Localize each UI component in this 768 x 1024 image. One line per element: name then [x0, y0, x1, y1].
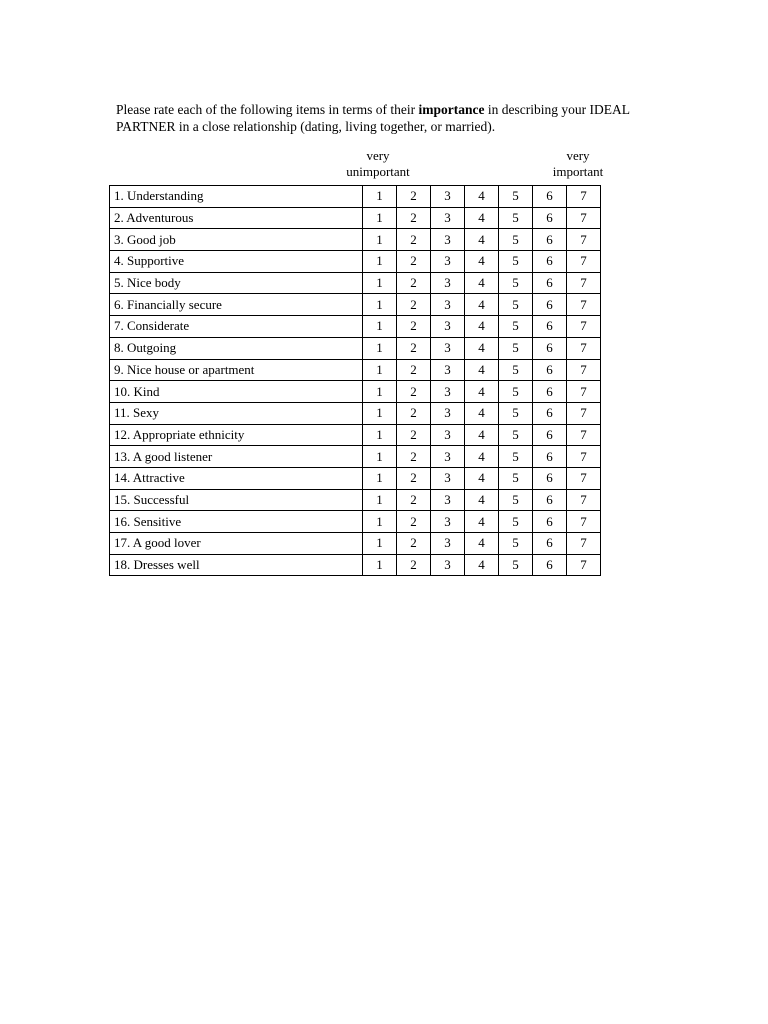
rating-option-1[interactable]: 1 — [363, 381, 397, 403]
rating-option-5[interactable]: 5 — [499, 359, 533, 381]
rating-option-7[interactable]: 7 — [567, 294, 601, 316]
rating-option-1[interactable]: 1 — [363, 229, 397, 251]
rating-option-6[interactable]: 6 — [533, 489, 567, 511]
rating-option-3[interactable]: 3 — [431, 359, 465, 381]
rating-option-1[interactable]: 1 — [363, 186, 397, 208]
rating-option-7[interactable]: 7 — [567, 446, 601, 468]
rating-option-3[interactable]: 3 — [431, 489, 465, 511]
instructions-emphasis: importance — [418, 102, 485, 117]
table-row — [110, 467, 601, 489]
item-label: 6. Financially secure — [110, 294, 363, 316]
rating-option-1[interactable]: 1 — [363, 316, 397, 338]
rating-option-6[interactable]: 6 — [533, 381, 567, 403]
rating-option-7[interactable]: 7 — [567, 533, 601, 555]
item-label: 8. Outgoing — [110, 337, 363, 359]
rating-option-7[interactable]: 7 — [567, 207, 601, 229]
rating-option-2[interactable]: 2 — [397, 316, 431, 338]
rating-option-6[interactable]: 6 — [533, 424, 567, 446]
rating-option-2[interactable]: 2 — [397, 381, 431, 403]
rating-option-2[interactable]: 2 — [397, 251, 431, 273]
rating-option-6[interactable]: 6 — [533, 359, 567, 381]
rating-option-6[interactable]: 6 — [533, 337, 567, 359]
rating-option-6[interactable]: 6 — [533, 186, 567, 208]
item-label: 11. Sexy — [110, 402, 363, 424]
rating-option-1[interactable]: 1 — [363, 359, 397, 381]
table-row — [110, 511, 601, 533]
rating-option-2[interactable]: 2 — [397, 424, 431, 446]
rating-option-1[interactable]: 1 — [363, 511, 397, 533]
rating-option-4[interactable]: 4 — [465, 207, 499, 229]
table-row — [110, 489, 601, 511]
item-label: 3. Good job — [110, 229, 363, 251]
rating-option-7[interactable]: 7 — [567, 337, 601, 359]
rating-option-7[interactable]: 7 — [567, 381, 601, 403]
rating-option-1[interactable]: 1 — [363, 467, 397, 489]
item-label: 2. Adventurous — [110, 207, 363, 229]
rating-option-4[interactable]: 4 — [465, 446, 499, 468]
rating-option-5[interactable]: 5 — [499, 316, 533, 338]
rating-option-5[interactable]: 5 — [499, 186, 533, 208]
rating-option-5[interactable]: 5 — [499, 251, 533, 273]
rating-option-3[interactable]: 3 — [431, 467, 465, 489]
scale-high-line1: very — [566, 148, 590, 163]
rating-option-6[interactable]: 6 — [533, 402, 567, 424]
rating-option-1[interactable]: 1 — [363, 272, 397, 294]
rating-option-6[interactable]: 6 — [533, 207, 567, 229]
rating-option-3[interactable]: 3 — [431, 554, 465, 576]
rating-option-5[interactable]: 5 — [499, 272, 533, 294]
rating-option-3[interactable]: 3 — [431, 424, 465, 446]
rating-option-3[interactable]: 3 — [431, 402, 465, 424]
rating-option-3[interactable]: 3 — [431, 251, 465, 273]
item-label: 13. A good listener — [110, 446, 363, 468]
rating-option-2[interactable]: 2 — [397, 359, 431, 381]
rating-option-4[interactable]: 4 — [465, 337, 499, 359]
rating-option-7[interactable]: 7 — [567, 229, 601, 251]
rating-option-3[interactable]: 3 — [431, 207, 465, 229]
rating-option-7[interactable]: 7 — [567, 186, 601, 208]
rating-option-2[interactable]: 2 — [397, 337, 431, 359]
rating-option-7[interactable]: 7 — [567, 511, 601, 533]
rating-option-7[interactable]: 7 — [567, 554, 601, 576]
rating-option-5[interactable]: 5 — [499, 229, 533, 251]
table-row — [110, 359, 601, 381]
rating-option-6[interactable]: 6 — [533, 467, 567, 489]
rating-option-5[interactable]: 5 — [499, 337, 533, 359]
rating-option-7[interactable]: 7 — [567, 359, 601, 381]
rating-option-4[interactable]: 4 — [465, 186, 499, 208]
rating-option-7[interactable]: 7 — [567, 251, 601, 273]
rating-option-5[interactable]: 5 — [499, 467, 533, 489]
rating-option-2[interactable]: 2 — [397, 272, 431, 294]
rating-option-4[interactable]: 4 — [465, 511, 499, 533]
table-row — [110, 402, 601, 424]
rating-option-1[interactable]: 1 — [363, 424, 397, 446]
item-label: 4. Supportive — [110, 251, 363, 273]
rating-option-4[interactable]: 4 — [465, 229, 499, 251]
rating-option-4[interactable]: 4 — [465, 251, 499, 273]
scale-high-line2: important — [552, 164, 604, 179]
rating-option-4[interactable]: 4 — [465, 359, 499, 381]
rating-option-6[interactable]: 6 — [533, 251, 567, 273]
rating-option-5[interactable]: 5 — [499, 424, 533, 446]
rating-option-1[interactable]: 1 — [363, 533, 397, 555]
item-label: 14. Attractive — [110, 467, 363, 489]
item-label: 1. Understanding — [110, 186, 363, 208]
rating-option-5[interactable]: 5 — [499, 294, 533, 316]
scale-low-line1: very — [366, 148, 390, 163]
rating-option-2[interactable]: 2 — [397, 294, 431, 316]
table-row — [110, 337, 601, 359]
table-row — [110, 446, 601, 468]
rating-option-3[interactable]: 3 — [431, 229, 465, 251]
rating-option-3[interactable]: 3 — [431, 533, 465, 555]
rating-option-3[interactable]: 3 — [431, 446, 465, 468]
rating-option-7[interactable]: 7 — [567, 467, 601, 489]
instructions-text — [116, 101, 656, 135]
rating-option-4[interactable]: 4 — [465, 533, 499, 555]
rating-option-2[interactable]: 2 — [397, 446, 431, 468]
rating-option-5[interactable]: 5 — [499, 511, 533, 533]
rating-option-2[interactable]: 2 — [397, 533, 431, 555]
scale-low-line2: unimportant — [346, 164, 410, 179]
rating-option-4[interactable]: 4 — [465, 554, 499, 576]
rating-option-2[interactable]: 2 — [397, 489, 431, 511]
rating-option-5[interactable]: 5 — [499, 207, 533, 229]
rating-option-2[interactable]: 2 — [397, 229, 431, 251]
table-row — [110, 381, 601, 403]
table-row — [110, 533, 601, 555]
rating-option-2[interactable]: 2 — [397, 467, 431, 489]
rating-option-4[interactable]: 4 — [465, 294, 499, 316]
rating-option-4[interactable]: 4 — [465, 316, 499, 338]
rating-option-4[interactable]: 4 — [465, 381, 499, 403]
rating-option-2[interactable]: 2 — [397, 207, 431, 229]
table-row — [110, 424, 601, 446]
rating-option-7[interactable]: 7 — [567, 424, 601, 446]
rating-option-7[interactable]: 7 — [567, 316, 601, 338]
item-label: 12. Appropriate ethnicity — [110, 424, 363, 446]
rating-option-3[interactable]: 3 — [431, 272, 465, 294]
rating-option-3[interactable]: 3 — [431, 381, 465, 403]
table-row — [110, 554, 601, 576]
rating-option-7[interactable]: 7 — [567, 489, 601, 511]
rating-option-1[interactable]: 1 — [363, 251, 397, 273]
rating-option-6[interactable]: 6 — [533, 554, 567, 576]
scale-high-label — [540, 148, 616, 180]
rating-option-5[interactable]: 5 — [499, 489, 533, 511]
rating-option-6[interactable]: 6 — [533, 316, 567, 338]
table-row — [110, 251, 601, 273]
rating-option-2[interactable]: 2 — [397, 554, 431, 576]
rating-option-6[interactable]: 6 — [533, 229, 567, 251]
item-label: 16. Sensitive — [110, 511, 363, 533]
rating-option-6[interactable]: 6 — [533, 511, 567, 533]
rating-option-5[interactable]: 5 — [499, 533, 533, 555]
rating-option-1[interactable]: 1 — [363, 489, 397, 511]
scale-low-label — [336, 148, 420, 180]
rating-option-1[interactable]: 1 — [363, 446, 397, 468]
rating-option-4[interactable]: 4 — [465, 467, 499, 489]
rating-table — [109, 185, 601, 576]
rating-option-3[interactable]: 3 — [431, 511, 465, 533]
instructions-rest: in describing your IDEAL PARTNER in a close relationship (dating, living together, or married). — [116, 102, 630, 134]
table-row — [110, 272, 601, 294]
rating-option-6[interactable]: 6 — [533, 272, 567, 294]
rating-option-6[interactable]: 6 — [533, 294, 567, 316]
item-label: 9. Nice house or apartment — [110, 359, 363, 381]
item-label: 10. Kind — [110, 381, 363, 403]
rating-option-6[interactable]: 6 — [533, 533, 567, 555]
rating-option-1[interactable]: 1 — [363, 294, 397, 316]
rating-option-3[interactable]: 3 — [431, 337, 465, 359]
rating-option-4[interactable]: 4 — [465, 424, 499, 446]
item-label: 7. Considerate — [110, 316, 363, 338]
rating-option-1[interactable]: 1 — [363, 554, 397, 576]
rating-option-3[interactable]: 3 — [431, 186, 465, 208]
rating-option-5[interactable]: 5 — [499, 554, 533, 576]
table-row — [110, 207, 601, 229]
item-label: 5. Nice body — [110, 272, 363, 294]
rating-table-body — [110, 186, 601, 576]
rating-option-1[interactable]: 1 — [363, 207, 397, 229]
rating-option-4[interactable]: 4 — [465, 489, 499, 511]
item-label: 15. Successful — [110, 489, 363, 511]
table-row — [110, 186, 601, 208]
rating-option-4[interactable]: 4 — [465, 402, 499, 424]
rating-option-6[interactable]: 6 — [533, 446, 567, 468]
item-label: 18. Dresses well — [110, 554, 363, 576]
rating-option-4[interactable]: 4 — [465, 272, 499, 294]
table-row — [110, 294, 601, 316]
rating-option-2[interactable]: 2 — [397, 402, 431, 424]
rating-option-2[interactable]: 2 — [397, 186, 431, 208]
instructions-intro: Please rate each of the following items in terms of their — [116, 102, 419, 117]
rating-option-3[interactable]: 3 — [431, 294, 465, 316]
rating-option-3[interactable]: 3 — [431, 316, 465, 338]
rating-option-5[interactable]: 5 — [499, 402, 533, 424]
table-row — [110, 229, 601, 251]
item-label: 17. A good lover — [110, 533, 363, 555]
rating-option-2[interactable]: 2 — [397, 511, 431, 533]
rating-option-1[interactable]: 1 — [363, 337, 397, 359]
rating-option-1[interactable]: 1 — [363, 402, 397, 424]
rating-option-7[interactable]: 7 — [567, 402, 601, 424]
rating-option-5[interactable]: 5 — [499, 446, 533, 468]
rating-option-7[interactable]: 7 — [567, 272, 601, 294]
rating-option-5[interactable]: 5 — [499, 381, 533, 403]
table-row — [110, 316, 601, 338]
